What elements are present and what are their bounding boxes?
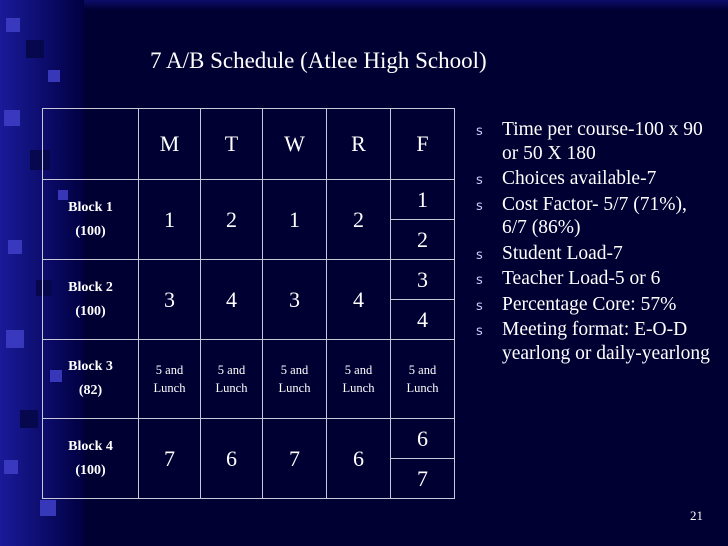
bullet-icon: s [476,324,483,339]
bullet-icon: s [476,247,483,263]
cell-value: 3 [263,260,327,340]
friday-cell-upper: 6 [391,419,455,459]
block-minutes: (82) [78,383,103,398]
bullet-icon: s [476,273,483,288]
bullet-item [476,293,716,317]
bullet-item [476,167,716,191]
block-minutes: (100) [75,223,106,239]
friday-cell-upper: 1 [391,180,455,220]
cell-value: 7 [139,419,201,499]
lunch-cell [263,340,327,419]
table-row [43,419,455,459]
friday-cell-lower: 4 [391,300,455,340]
cell-value: 3 [139,260,201,340]
table-header-row [43,109,455,180]
block-minutes: (100) [75,462,106,478]
bullet-text: Time per course-100 x 90 or 50 X 180 [502,119,703,164]
bullet-item [476,193,716,240]
bullet-text: Cost Factor- 5/7 (71%), 6/7 (86%) [502,193,687,238]
bullet-icon: s [476,124,483,139]
block-label-2 [43,260,139,340]
lunch-line-2: Lunch [153,381,186,395]
day-header-t: T [201,109,263,180]
decorative-square [26,40,44,58]
cell-value: 2 [201,180,263,260]
bullet-text: Teacher Load-5 or 6 [502,268,661,289]
bullet-icon: s [476,173,483,188]
cell-value: 7 [263,419,327,499]
lunch-line-1: 5 and [217,363,246,377]
cell-value: 6 [327,419,391,499]
decorative-square [6,18,20,32]
bullet-icon: s [476,298,483,314]
lunch-line-2: Lunch [278,381,311,395]
cell-value: 2 [327,180,391,260]
lunch-cell [201,340,263,419]
friday-cell-lower: 7 [391,459,455,499]
cell-value: 1 [263,180,327,260]
table-row [43,180,455,220]
day-header-r: R [327,109,391,180]
decorative-square [48,70,60,82]
bullet-text: Percentage Core: 57% [502,293,677,315]
lunch-line-1: 5 and [408,363,437,377]
day-header-f: F [391,109,455,180]
header-corner-cell [43,109,139,180]
decorative-square [8,240,22,254]
decorative-square [4,460,18,474]
decorative-square [6,330,24,348]
block-label-1 [43,180,139,260]
cell-value: 4 [327,260,391,340]
table-row [43,340,455,419]
bullet-item [476,318,716,365]
friday-cell-upper: 3 [391,260,455,300]
lunch-cell [139,340,201,419]
lunch-line-1: 5 and [280,363,309,377]
bullet-item [476,267,716,291]
lunch-cell [391,340,455,419]
cell-value: 6 [201,419,263,499]
day-header-w: W [263,109,327,180]
schedule-table [42,108,455,499]
slide-title: 7 A/B Schedule (Atlee High School) [150,48,487,73]
table-row [43,260,455,300]
bullet-text: Student Load-7 [502,242,623,264]
cell-value: 4 [201,260,263,340]
lunch-line-2: Lunch [406,381,439,395]
page-number: 21 [690,508,703,523]
lunch-cell [327,340,391,419]
block-label-4 [43,419,139,499]
friday-cell-lower: 2 [391,220,455,260]
cell-value: 1 [139,180,201,260]
decorative-square [4,110,20,126]
lunch-line-1: 5 and [344,363,373,377]
day-header-m: M [139,109,201,180]
bullet-list [476,118,716,367]
block-name: Block 1 [68,199,113,215]
block-minutes: (100) [75,303,106,319]
bullet-text: Meeting format: E-O-D yearlong or daily-yearlong [502,319,710,364]
block-label-3 [43,340,139,419]
lunch-line-2: Lunch [215,381,248,395]
lunch-line-1: 5 and [155,363,184,377]
block-name: Block 4 [68,438,113,454]
block-name: Block 2 [68,279,113,295]
bullet-item [476,242,716,266]
bullet-item [476,118,716,165]
bullet-icon: s [476,198,483,214]
decorative-top-bar [84,0,728,10]
decorative-square [40,500,56,516]
decorative-square [20,410,38,428]
block-name: Block 3 [68,359,113,374]
lunch-line-2: Lunch [342,381,375,395]
bullet-text: Choices available-7 [502,168,657,189]
